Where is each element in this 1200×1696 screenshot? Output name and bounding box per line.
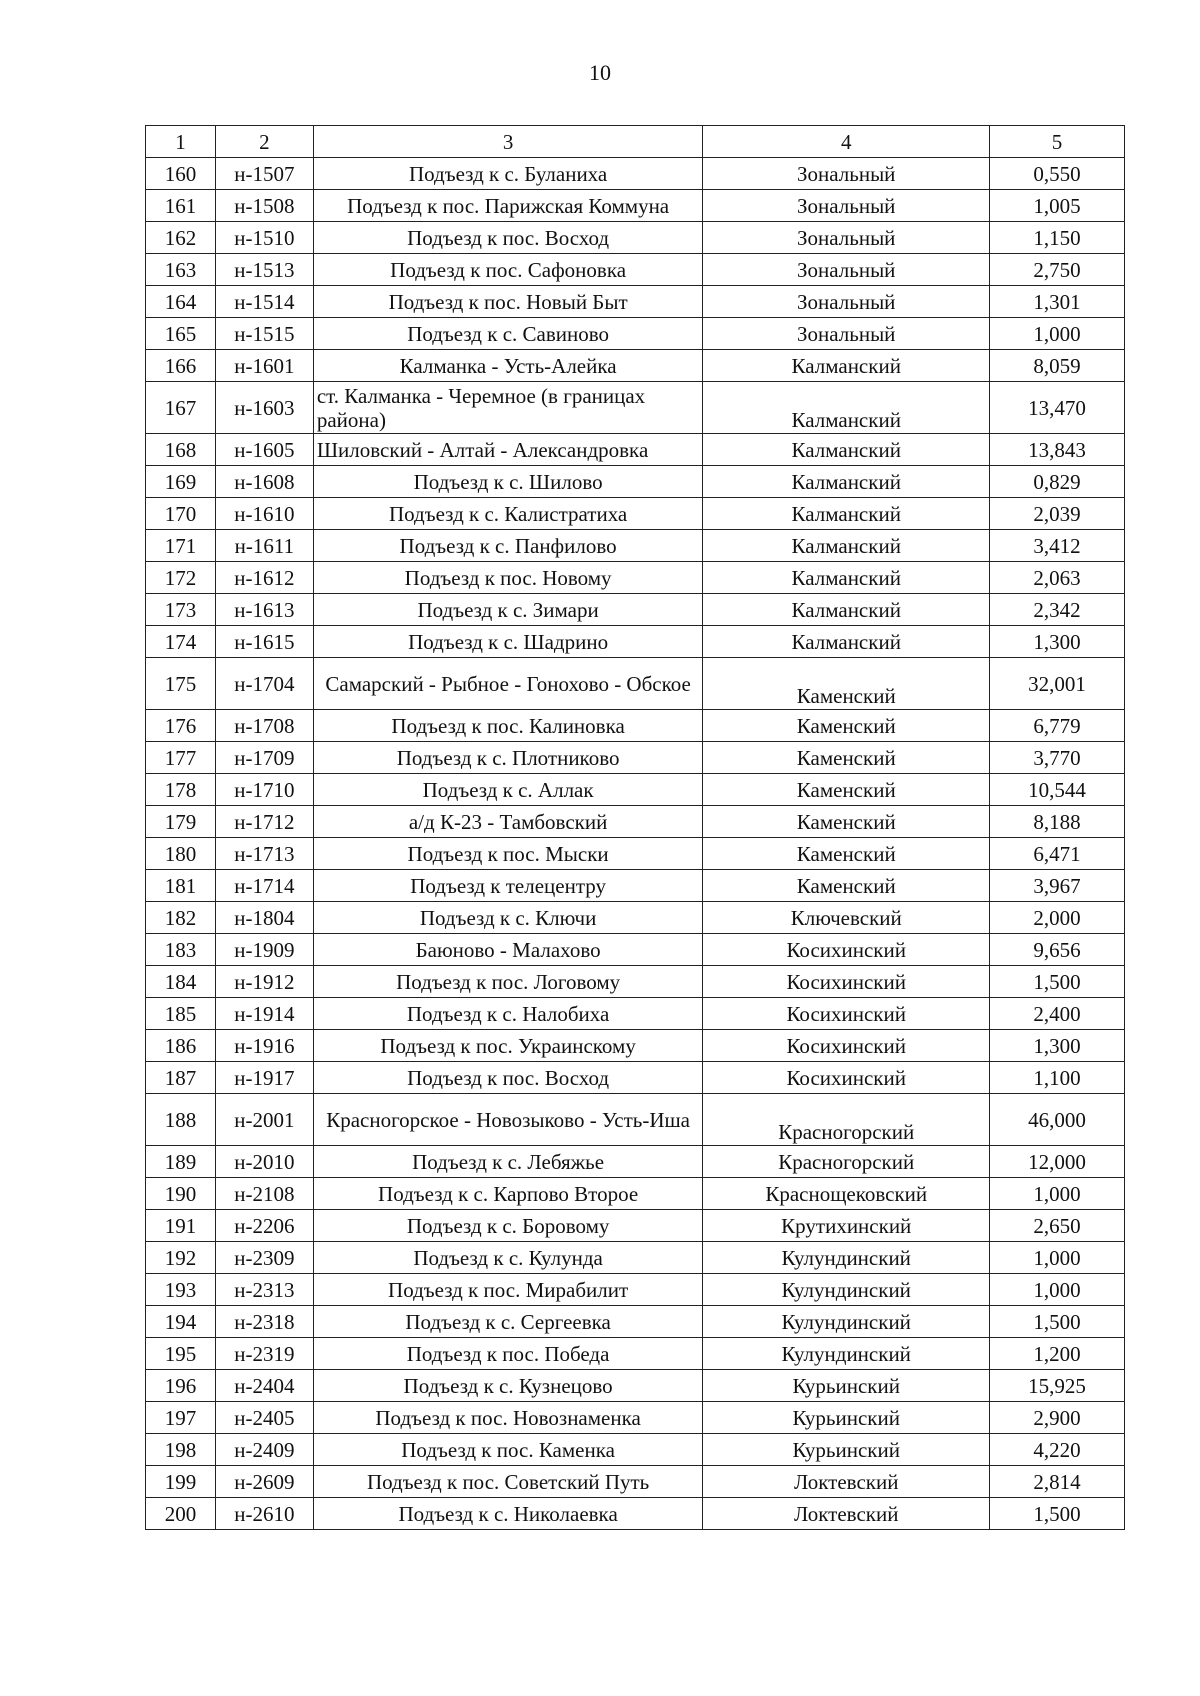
cell-district: Зональный: [703, 222, 990, 254]
cell-row-number: 190: [146, 1178, 216, 1210]
cell-district: Краснощековский: [703, 1178, 990, 1210]
cell-road-name: Самарский - Рыбное - Гонохово - Обское: [313, 658, 703, 710]
cell-road-code: н-2309: [215, 1242, 313, 1274]
cell-district: Каменский: [703, 710, 990, 742]
table-row: [146, 1434, 1125, 1466]
table-row: [146, 466, 1125, 498]
table-row: [146, 966, 1125, 998]
cell-district: Ключевский: [703, 902, 990, 934]
cell-road-code: н-2010: [215, 1146, 313, 1178]
cell-length-km: 1,150: [990, 222, 1125, 254]
cell-road-name: Подъезд к телецентру: [313, 870, 703, 902]
cell-road-code: н-1507: [215, 158, 313, 190]
cell-row-number: 161: [146, 190, 216, 222]
cell-row-number: 170: [146, 498, 216, 530]
cell-row-number: 183: [146, 934, 216, 966]
cell-district: Калманский: [703, 530, 990, 562]
cell-road-code: н-1712: [215, 806, 313, 838]
cell-length-km: 9,656: [990, 934, 1125, 966]
cell-length-km: 2,900: [990, 1402, 1125, 1434]
table-row: [146, 382, 1125, 434]
cell-length-km: 0,829: [990, 466, 1125, 498]
cell-road-name: Подъезд к пос. Новознаменка: [313, 1402, 703, 1434]
cell-row-number: 196: [146, 1370, 216, 1402]
cell-row-number: 176: [146, 710, 216, 742]
header-cell-5: 5: [990, 126, 1125, 158]
cell-road-code: н-2610: [215, 1498, 313, 1530]
cell-road-code: н-2108: [215, 1178, 313, 1210]
cell-length-km: 2,650: [990, 1210, 1125, 1242]
cell-district: Зональный: [703, 318, 990, 350]
cell-district: Калманский: [703, 498, 990, 530]
cell-road-code: н-1713: [215, 838, 313, 870]
cell-road-code: н-1601: [215, 350, 313, 382]
table-row: [146, 286, 1125, 318]
cell-road-name: Подъезд к с. Аллак: [313, 774, 703, 806]
cell-district: Локтевский: [703, 1498, 990, 1530]
cell-row-number: 200: [146, 1498, 216, 1530]
table-row: [146, 710, 1125, 742]
cell-road-code: н-1513: [215, 254, 313, 286]
cell-district: Каменский: [703, 806, 990, 838]
cell-length-km: 46,000: [990, 1094, 1125, 1146]
cell-row-number: 189: [146, 1146, 216, 1178]
cell-road-name: ст. Калманка - Черемное (в границах района): [313, 382, 703, 434]
table-row: [146, 222, 1125, 254]
table-row: [146, 870, 1125, 902]
cell-row-number: 173: [146, 594, 216, 626]
cell-length-km: 2,000: [990, 902, 1125, 934]
cell-district: Зональный: [703, 158, 990, 190]
cell-district: Кулундинский: [703, 1306, 990, 1338]
cell-district: Косихинский: [703, 966, 990, 998]
cell-row-number: 164: [146, 286, 216, 318]
cell-district: Косихинский: [703, 1030, 990, 1062]
table-row: [146, 934, 1125, 966]
cell-length-km: 3,412: [990, 530, 1125, 562]
cell-row-number: 199: [146, 1466, 216, 1498]
cell-road-name: Подъезд к пос. Каменка: [313, 1434, 703, 1466]
cell-district: Курьинский: [703, 1434, 990, 1466]
table-row: [146, 1094, 1125, 1146]
cell-road-code: н-1615: [215, 626, 313, 658]
cell-district: Калманский: [703, 434, 990, 466]
cell-road-code: н-1804: [215, 902, 313, 934]
cell-road-name: Подъезд к с. Плотниково: [313, 742, 703, 774]
table-row: [146, 1178, 1125, 1210]
table-row: [146, 530, 1125, 562]
cell-length-km: 1,500: [990, 966, 1125, 998]
cell-length-km: 1,200: [990, 1338, 1125, 1370]
cell-length-km: 1,500: [990, 1306, 1125, 1338]
table-row: [146, 1146, 1125, 1178]
cell-row-number: 163: [146, 254, 216, 286]
cell-road-code: н-1612: [215, 562, 313, 594]
cell-road-name: Подъезд к с. Боровому: [313, 1210, 703, 1242]
cell-district: Каменский: [703, 870, 990, 902]
cell-road-code: н-1704: [215, 658, 313, 710]
page-number: 10: [589, 60, 611, 85]
table-row: [146, 190, 1125, 222]
cell-road-code: н-1710: [215, 774, 313, 806]
cell-row-number: 182: [146, 902, 216, 934]
cell-road-name: Подъезд к с. Шилово: [313, 466, 703, 498]
cell-road-name: Подъезд к пос. Мыски: [313, 838, 703, 870]
cell-road-code: н-1608: [215, 466, 313, 498]
cell-row-number: 181: [146, 870, 216, 902]
cell-length-km: 0,550: [990, 158, 1125, 190]
cell-row-number: 193: [146, 1274, 216, 1306]
cell-length-km: 12,000: [990, 1146, 1125, 1178]
cell-road-name: Подъезд к пос. Советский Путь: [313, 1466, 703, 1498]
cell-district: Локтевский: [703, 1466, 990, 1498]
cell-road-code: н-2405: [215, 1402, 313, 1434]
cell-road-code: н-2404: [215, 1370, 313, 1402]
cell-district: Каменский: [703, 742, 990, 774]
cell-row-number: 194: [146, 1306, 216, 1338]
cell-road-code: н-1917: [215, 1062, 313, 1094]
cell-district: Красногорский: [703, 1146, 990, 1178]
cell-length-km: 15,925: [990, 1370, 1125, 1402]
cell-length-km: 1,300: [990, 626, 1125, 658]
cell-district: Кулундинский: [703, 1274, 990, 1306]
cell-road-code: н-1514: [215, 286, 313, 318]
cell-road-name: Подъезд к с. Кулунда: [313, 1242, 703, 1274]
cell-road-code: н-2319: [215, 1338, 313, 1370]
cell-district: Калманский: [703, 594, 990, 626]
cell-road-name: Подъезд к с. Сергеевка: [313, 1306, 703, 1338]
cell-district: Зональный: [703, 190, 990, 222]
cell-district: Косихинский: [703, 1062, 990, 1094]
cell-row-number: 166: [146, 350, 216, 382]
table-row: [146, 1498, 1125, 1530]
cell-row-number: 192: [146, 1242, 216, 1274]
cell-length-km: 3,770: [990, 742, 1125, 774]
cell-road-code: н-1613: [215, 594, 313, 626]
cell-road-code: н-2409: [215, 1434, 313, 1466]
cell-road-name: Подъезд к пос. Парижская Коммуна: [313, 190, 703, 222]
cell-district: Каменский: [703, 658, 990, 710]
cell-road-name: Подъезд к с. Николаевка: [313, 1498, 703, 1530]
cell-road-code: н-1610: [215, 498, 313, 530]
cell-row-number: 167: [146, 382, 216, 434]
cell-row-number: 188: [146, 1094, 216, 1146]
cell-length-km: 1,000: [990, 1274, 1125, 1306]
cell-district: Калманский: [703, 562, 990, 594]
table-row: [146, 1242, 1125, 1274]
cell-road-name: Подъезд к пос. Новому: [313, 562, 703, 594]
cell-district: Курьинский: [703, 1402, 990, 1434]
cell-length-km: 6,779: [990, 710, 1125, 742]
cell-road-name: Красногорское - Новозыково - Усть-Иша: [313, 1094, 703, 1146]
cell-road-code: н-2206: [215, 1210, 313, 1242]
cell-road-code: н-1916: [215, 1030, 313, 1062]
cell-road-name: Подъезд к с. Калистратиха: [313, 498, 703, 530]
cell-road-code: н-1515: [215, 318, 313, 350]
header-cell-4: 4: [703, 126, 990, 158]
cell-road-name: Подъезд к с. Панфилово: [313, 530, 703, 562]
cell-road-code: н-2318: [215, 1306, 313, 1338]
cell-length-km: 1,005: [990, 190, 1125, 222]
cell-length-km: 1,500: [990, 1498, 1125, 1530]
table-row: [146, 434, 1125, 466]
cell-row-number: 195: [146, 1338, 216, 1370]
cell-road-name: Подъезд к пос. Восход: [313, 222, 703, 254]
cell-district: Зональный: [703, 254, 990, 286]
cell-length-km: 32,001: [990, 658, 1125, 710]
cell-length-km: 1,000: [990, 318, 1125, 350]
table-row: [146, 1338, 1125, 1370]
cell-row-number: 186: [146, 1030, 216, 1062]
cell-road-code: н-1709: [215, 742, 313, 774]
cell-length-km: 8,188: [990, 806, 1125, 838]
cell-row-number: 177: [146, 742, 216, 774]
table-row: [146, 806, 1125, 838]
table-row: [146, 594, 1125, 626]
table-row: [146, 1210, 1125, 1242]
cell-district: Косихинский: [703, 998, 990, 1030]
cell-road-code: н-1603: [215, 382, 313, 434]
cell-district: Красногорский: [703, 1094, 990, 1146]
cell-length-km: 1,100: [990, 1062, 1125, 1094]
cell-road-name: Подъезд к с. Зимари: [313, 594, 703, 626]
cell-row-number: 185: [146, 998, 216, 1030]
cell-row-number: 187: [146, 1062, 216, 1094]
cell-road-code: н-1714: [215, 870, 313, 902]
cell-length-km: 2,039: [990, 498, 1125, 530]
cell-district: Кулундинский: [703, 1242, 990, 1274]
cell-road-code: н-1912: [215, 966, 313, 998]
header-cell-1: 1: [146, 126, 216, 158]
cell-road-name: Подъезд к с. Ключи: [313, 902, 703, 934]
cell-length-km: 8,059: [990, 350, 1125, 382]
cell-row-number: 162: [146, 222, 216, 254]
cell-row-number: 197: [146, 1402, 216, 1434]
cell-length-km: 6,471: [990, 838, 1125, 870]
cell-length-km: 2,750: [990, 254, 1125, 286]
cell-road-code: н-1510: [215, 222, 313, 254]
cell-length-km: 10,544: [990, 774, 1125, 806]
cell-length-km: 2,063: [990, 562, 1125, 594]
cell-road-code: н-1605: [215, 434, 313, 466]
cell-length-km: 2,814: [990, 1466, 1125, 1498]
table-row: [146, 254, 1125, 286]
cell-length-km: 13,843: [990, 434, 1125, 466]
cell-road-name: Подъезд к с. Кузнецово: [313, 1370, 703, 1402]
cell-district: Курьинский: [703, 1370, 990, 1402]
cell-road-name: Подъезд к пос. Калиновка: [313, 710, 703, 742]
table-row: [146, 1466, 1125, 1498]
cell-road-name: Калманка - Усть-Алейка: [313, 350, 703, 382]
table-row: [146, 562, 1125, 594]
cell-road-name: Подъезд к с. Шадрино: [313, 626, 703, 658]
cell-district: Калманский: [703, 350, 990, 382]
cell-district: Зональный: [703, 286, 990, 318]
cell-row-number: 172: [146, 562, 216, 594]
cell-road-name: Подъезд к с. Карпово Второе: [313, 1178, 703, 1210]
cell-district: Кулундинский: [703, 1338, 990, 1370]
table-row: [146, 1274, 1125, 1306]
cell-road-code: н-1611: [215, 530, 313, 562]
header-cell-3: 3: [313, 126, 703, 158]
cell-row-number: 168: [146, 434, 216, 466]
table-body: [146, 158, 1125, 1530]
cell-district: Каменский: [703, 838, 990, 870]
cell-row-number: 174: [146, 626, 216, 658]
cell-length-km: 4,220: [990, 1434, 1125, 1466]
table-row: [146, 158, 1125, 190]
cell-length-km: 1,000: [990, 1242, 1125, 1274]
table-row: [146, 318, 1125, 350]
cell-road-name: Подъезд к пос. Восход: [313, 1062, 703, 1094]
cell-road-name: Подъезд к пос. Мирабилит: [313, 1274, 703, 1306]
cell-road-code: н-1508: [215, 190, 313, 222]
cell-road-code: н-1914: [215, 998, 313, 1030]
cell-road-name: а/д К-23 - Тамбовский: [313, 806, 703, 838]
table-row: [146, 998, 1125, 1030]
cell-row-number: 198: [146, 1434, 216, 1466]
cell-road-code: н-1708: [215, 710, 313, 742]
cell-row-number: 169: [146, 466, 216, 498]
cell-row-number: 171: [146, 530, 216, 562]
cell-road-name: Подъезд к с. Лебяжье: [313, 1146, 703, 1178]
cell-length-km: 3,967: [990, 870, 1125, 902]
cell-row-number: 191: [146, 1210, 216, 1242]
cell-road-code: н-1909: [215, 934, 313, 966]
cell-row-number: 175: [146, 658, 216, 710]
cell-district: Косихинский: [703, 934, 990, 966]
cell-road-name: Шиловский - Алтай - Александровка: [313, 434, 703, 466]
cell-road-code: н-2313: [215, 1274, 313, 1306]
table-header-row: [146, 126, 1125, 158]
cell-road-name: Подъезд к пос. Логовому: [313, 966, 703, 998]
cell-road-name: Подъезд к пос. Победа: [313, 1338, 703, 1370]
roads-table: [145, 125, 1125, 1530]
table-row: [146, 350, 1125, 382]
cell-road-name: Подъезд к с. Буланиха: [313, 158, 703, 190]
table-row: [146, 1402, 1125, 1434]
cell-district: Калманский: [703, 466, 990, 498]
cell-road-name: Подъезд к с. Налобиха: [313, 998, 703, 1030]
cell-road-name: Подъезд к с. Савиново: [313, 318, 703, 350]
cell-length-km: 2,342: [990, 594, 1125, 626]
cell-road-code: н-2001: [215, 1094, 313, 1146]
cell-row-number: 180: [146, 838, 216, 870]
table-row: [146, 1030, 1125, 1062]
table-row: [146, 774, 1125, 806]
cell-length-km: 13,470: [990, 382, 1125, 434]
cell-road-name: Баюново - Малахово: [313, 934, 703, 966]
cell-district: Крутихинский: [703, 1210, 990, 1242]
cell-road-name: Подъезд к пос. Украинскому: [313, 1030, 703, 1062]
cell-row-number: 184: [146, 966, 216, 998]
cell-length-km: 1,300: [990, 1030, 1125, 1062]
table-row: [146, 902, 1125, 934]
header-cell-2: 2: [215, 126, 313, 158]
cell-road-name: Подъезд к пос. Новый Быт: [313, 286, 703, 318]
cell-road-name: Подъезд к пос. Сафоновка: [313, 254, 703, 286]
table-row: [146, 838, 1125, 870]
cell-length-km: 1,000: [990, 1178, 1125, 1210]
table-row: [146, 1370, 1125, 1402]
cell-row-number: 179: [146, 806, 216, 838]
table-row: [146, 626, 1125, 658]
table-row: [146, 658, 1125, 710]
cell-length-km: 1,301: [990, 286, 1125, 318]
cell-district: Калманский: [703, 382, 990, 434]
cell-district: Каменский: [703, 774, 990, 806]
cell-district: Калманский: [703, 626, 990, 658]
cell-row-number: 165: [146, 318, 216, 350]
table-row: [146, 498, 1125, 530]
cell-road-code: н-2609: [215, 1466, 313, 1498]
table-row: [146, 1062, 1125, 1094]
cell-row-number: 178: [146, 774, 216, 806]
cell-row-number: 160: [146, 158, 216, 190]
cell-length-km: 2,400: [990, 998, 1125, 1030]
table-row: [146, 742, 1125, 774]
table-row: [146, 1306, 1125, 1338]
